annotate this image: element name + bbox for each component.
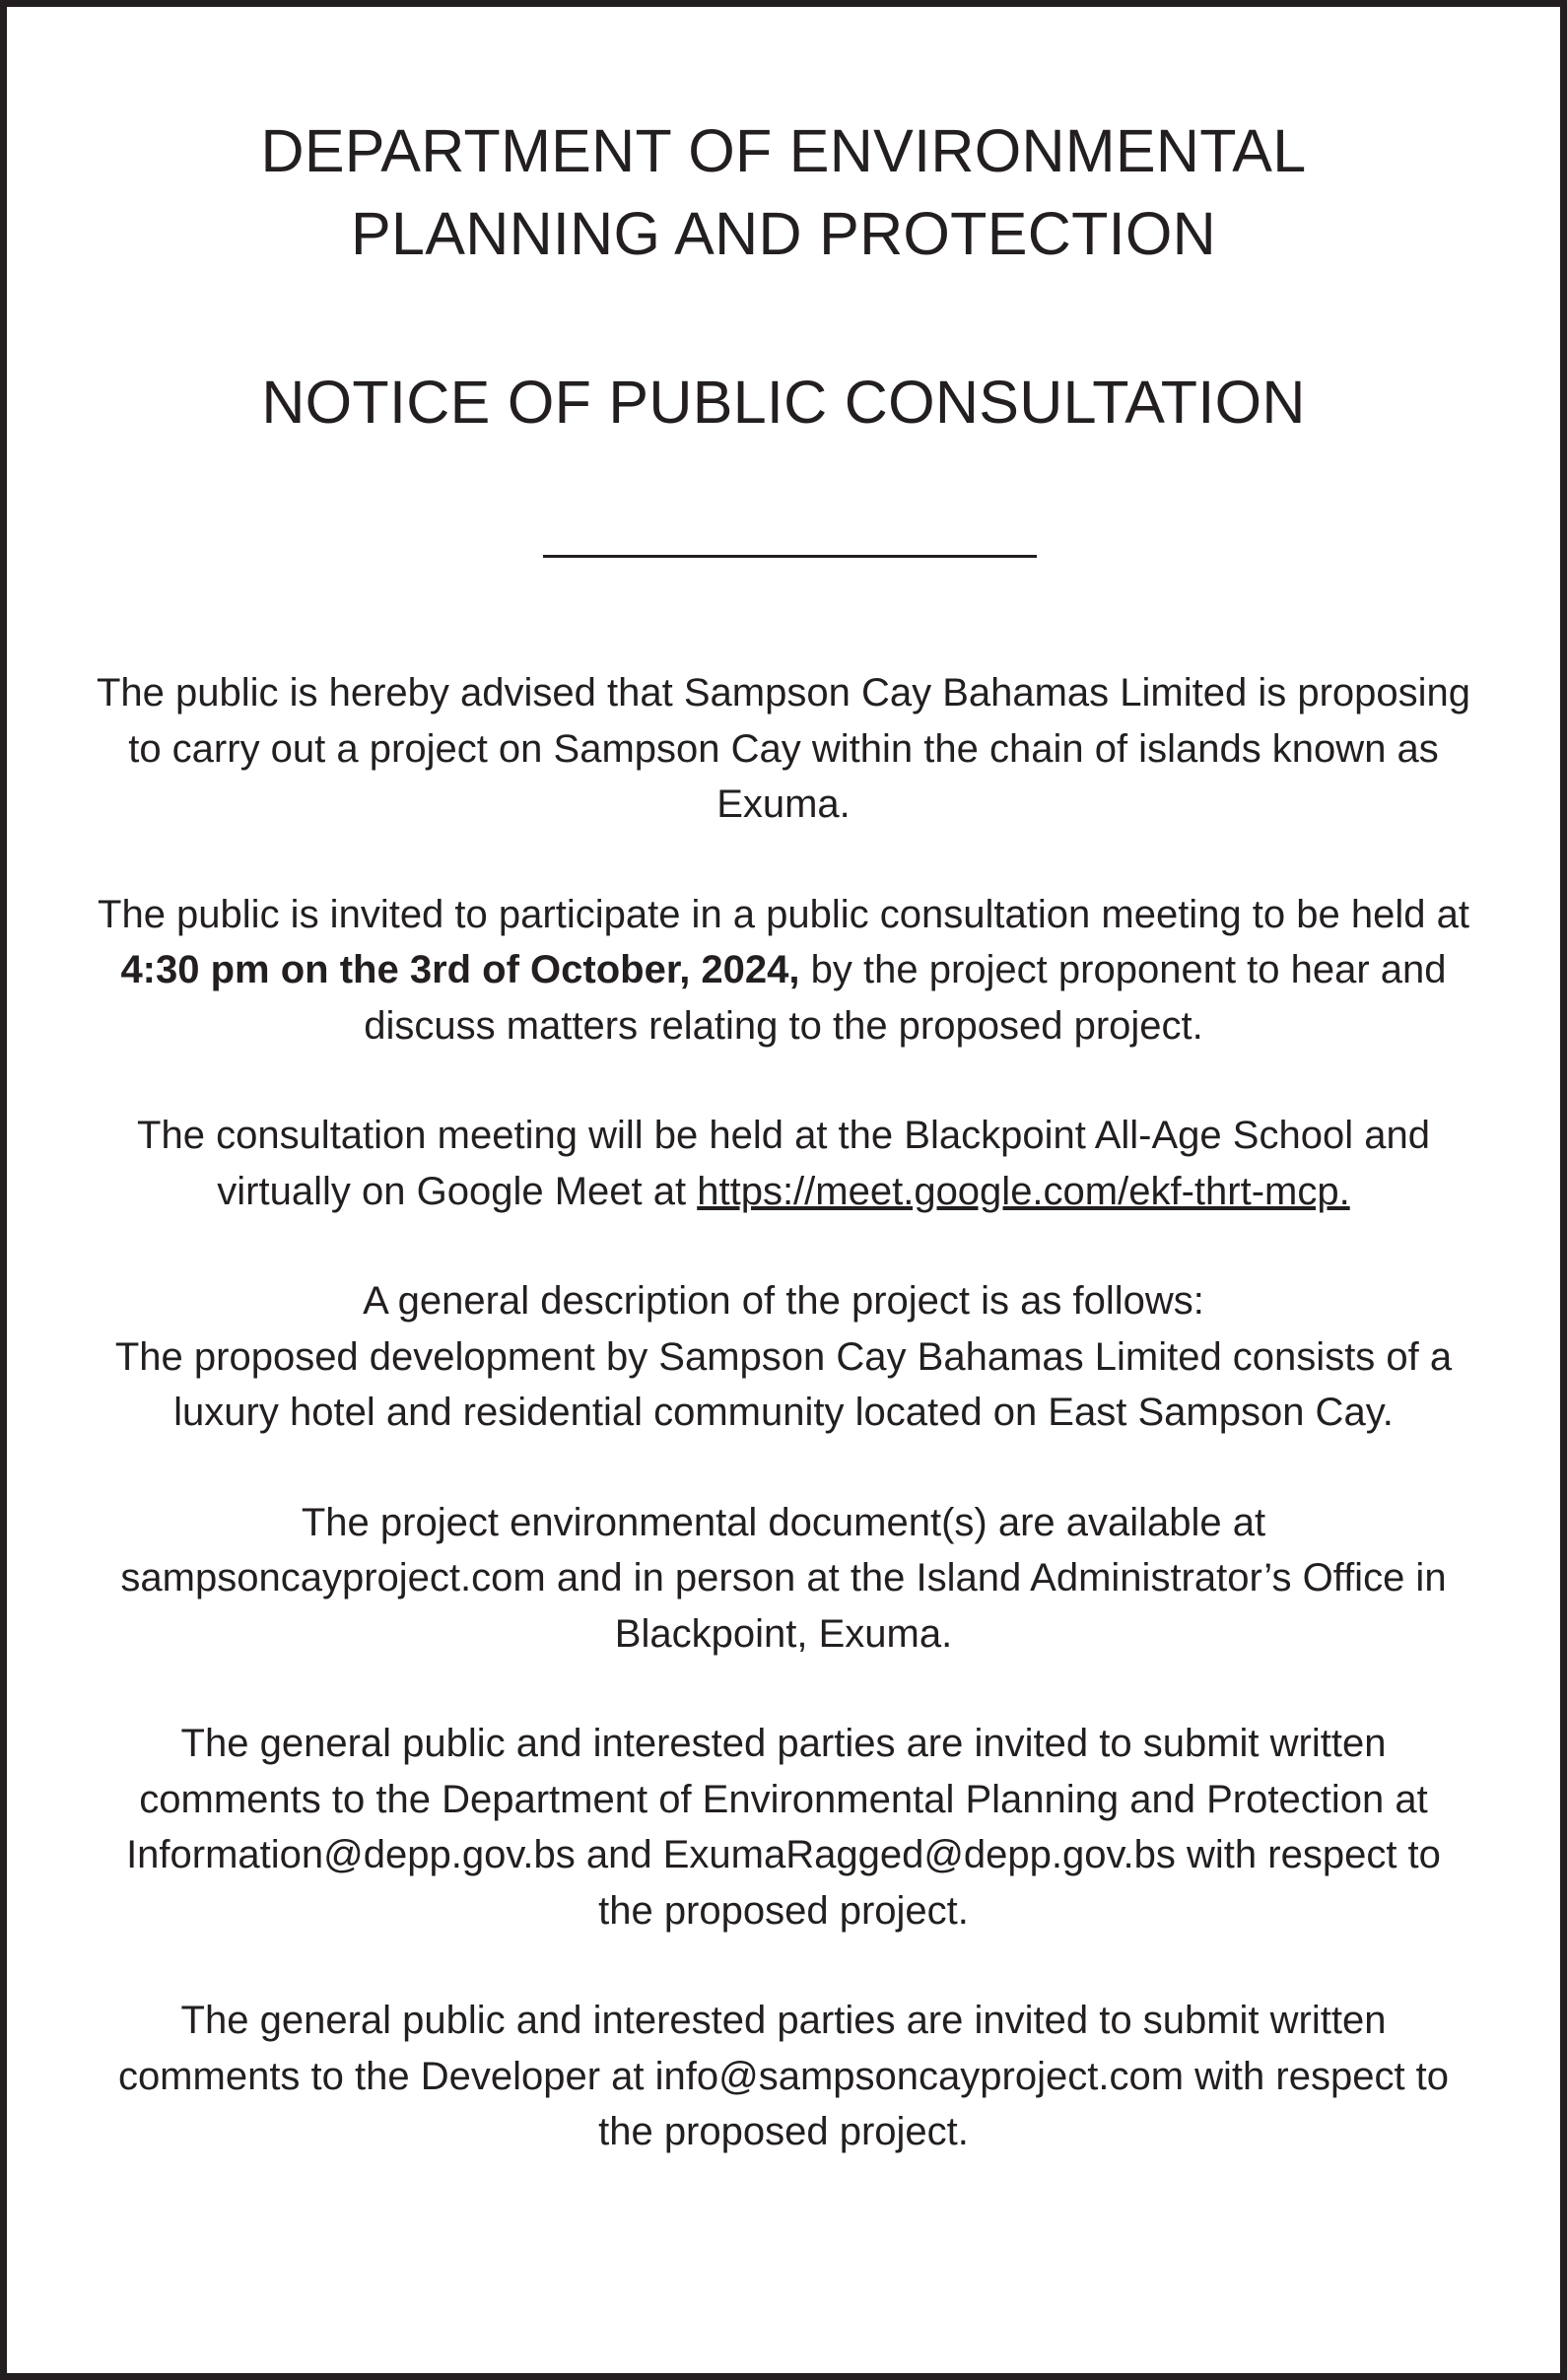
documents-paragraph: The project environmental document(s) are available at sampsoncayproject.com and in person at the Island Administrator’s Office in Blackpoint, Exuma. <box>120 1500 1447 1656</box>
venue-paragraph <box>96 1108 1471 1219</box>
google-meet-link[interactable]: https://meet.google.com/ekf-thrt-mcp. <box>697 1169 1350 1213</box>
department-header <box>7 109 1560 275</box>
comments-depp-paragraph: The general public and interested parties are invited to submit written comments to the Department of Environmental Planning and Protection at Information@depp.gov.bs and ExumaRagged@depp.gov.bs with respect to the proposed project. <box>126 1722 1441 1933</box>
venue-text: The consultation meeting will be held at the Blackpoint All-Age School and virtually on Google Meet at <box>137 1114 1430 1213</box>
comments-developer-paragraph: The general public and interested parties are invited to submit written comments to the Developer at info@sampsoncayproject.com with respect to the proposed project. <box>117 1999 1450 2153</box>
department-name-line-1: DEPARTMENT OF ENVIRONMENTAL <box>260 117 1307 184</box>
description-paragraph: The proposed development by Sampson Cay Bahamas Limited consists of a luxury hotel and residential community located on East Sampson Cay. <box>114 1334 1453 1434</box>
notice-title: NOTICE OF PUBLIC CONSULTATION <box>261 369 1306 436</box>
invitation-text-after: by the project proponent to hear and discuss matters relating to the proposed project. <box>364 948 1447 1048</box>
invitation-text-before: The public is invited to participate in a public consultation meeting to be held at <box>98 892 1469 936</box>
notice-body <box>96 665 1471 2214</box>
advisory-paragraph: The public is hereby advised that Sampson Cay Bahamas Limited is proposing to carry out a project on Sampson Cay within the chain of islands known as Exuma. <box>96 671 1471 826</box>
department-name-line-2: PLANNING AND PROTECTION <box>351 200 1216 267</box>
invitation-paragraph <box>96 887 1471 1054</box>
divider-rule <box>543 555 1037 558</box>
meeting-datetime: 4:30 pm on the 3rd of October, 2024, <box>120 948 800 991</box>
description-intro: A general description of the project is as follows: <box>363 1279 1204 1323</box>
